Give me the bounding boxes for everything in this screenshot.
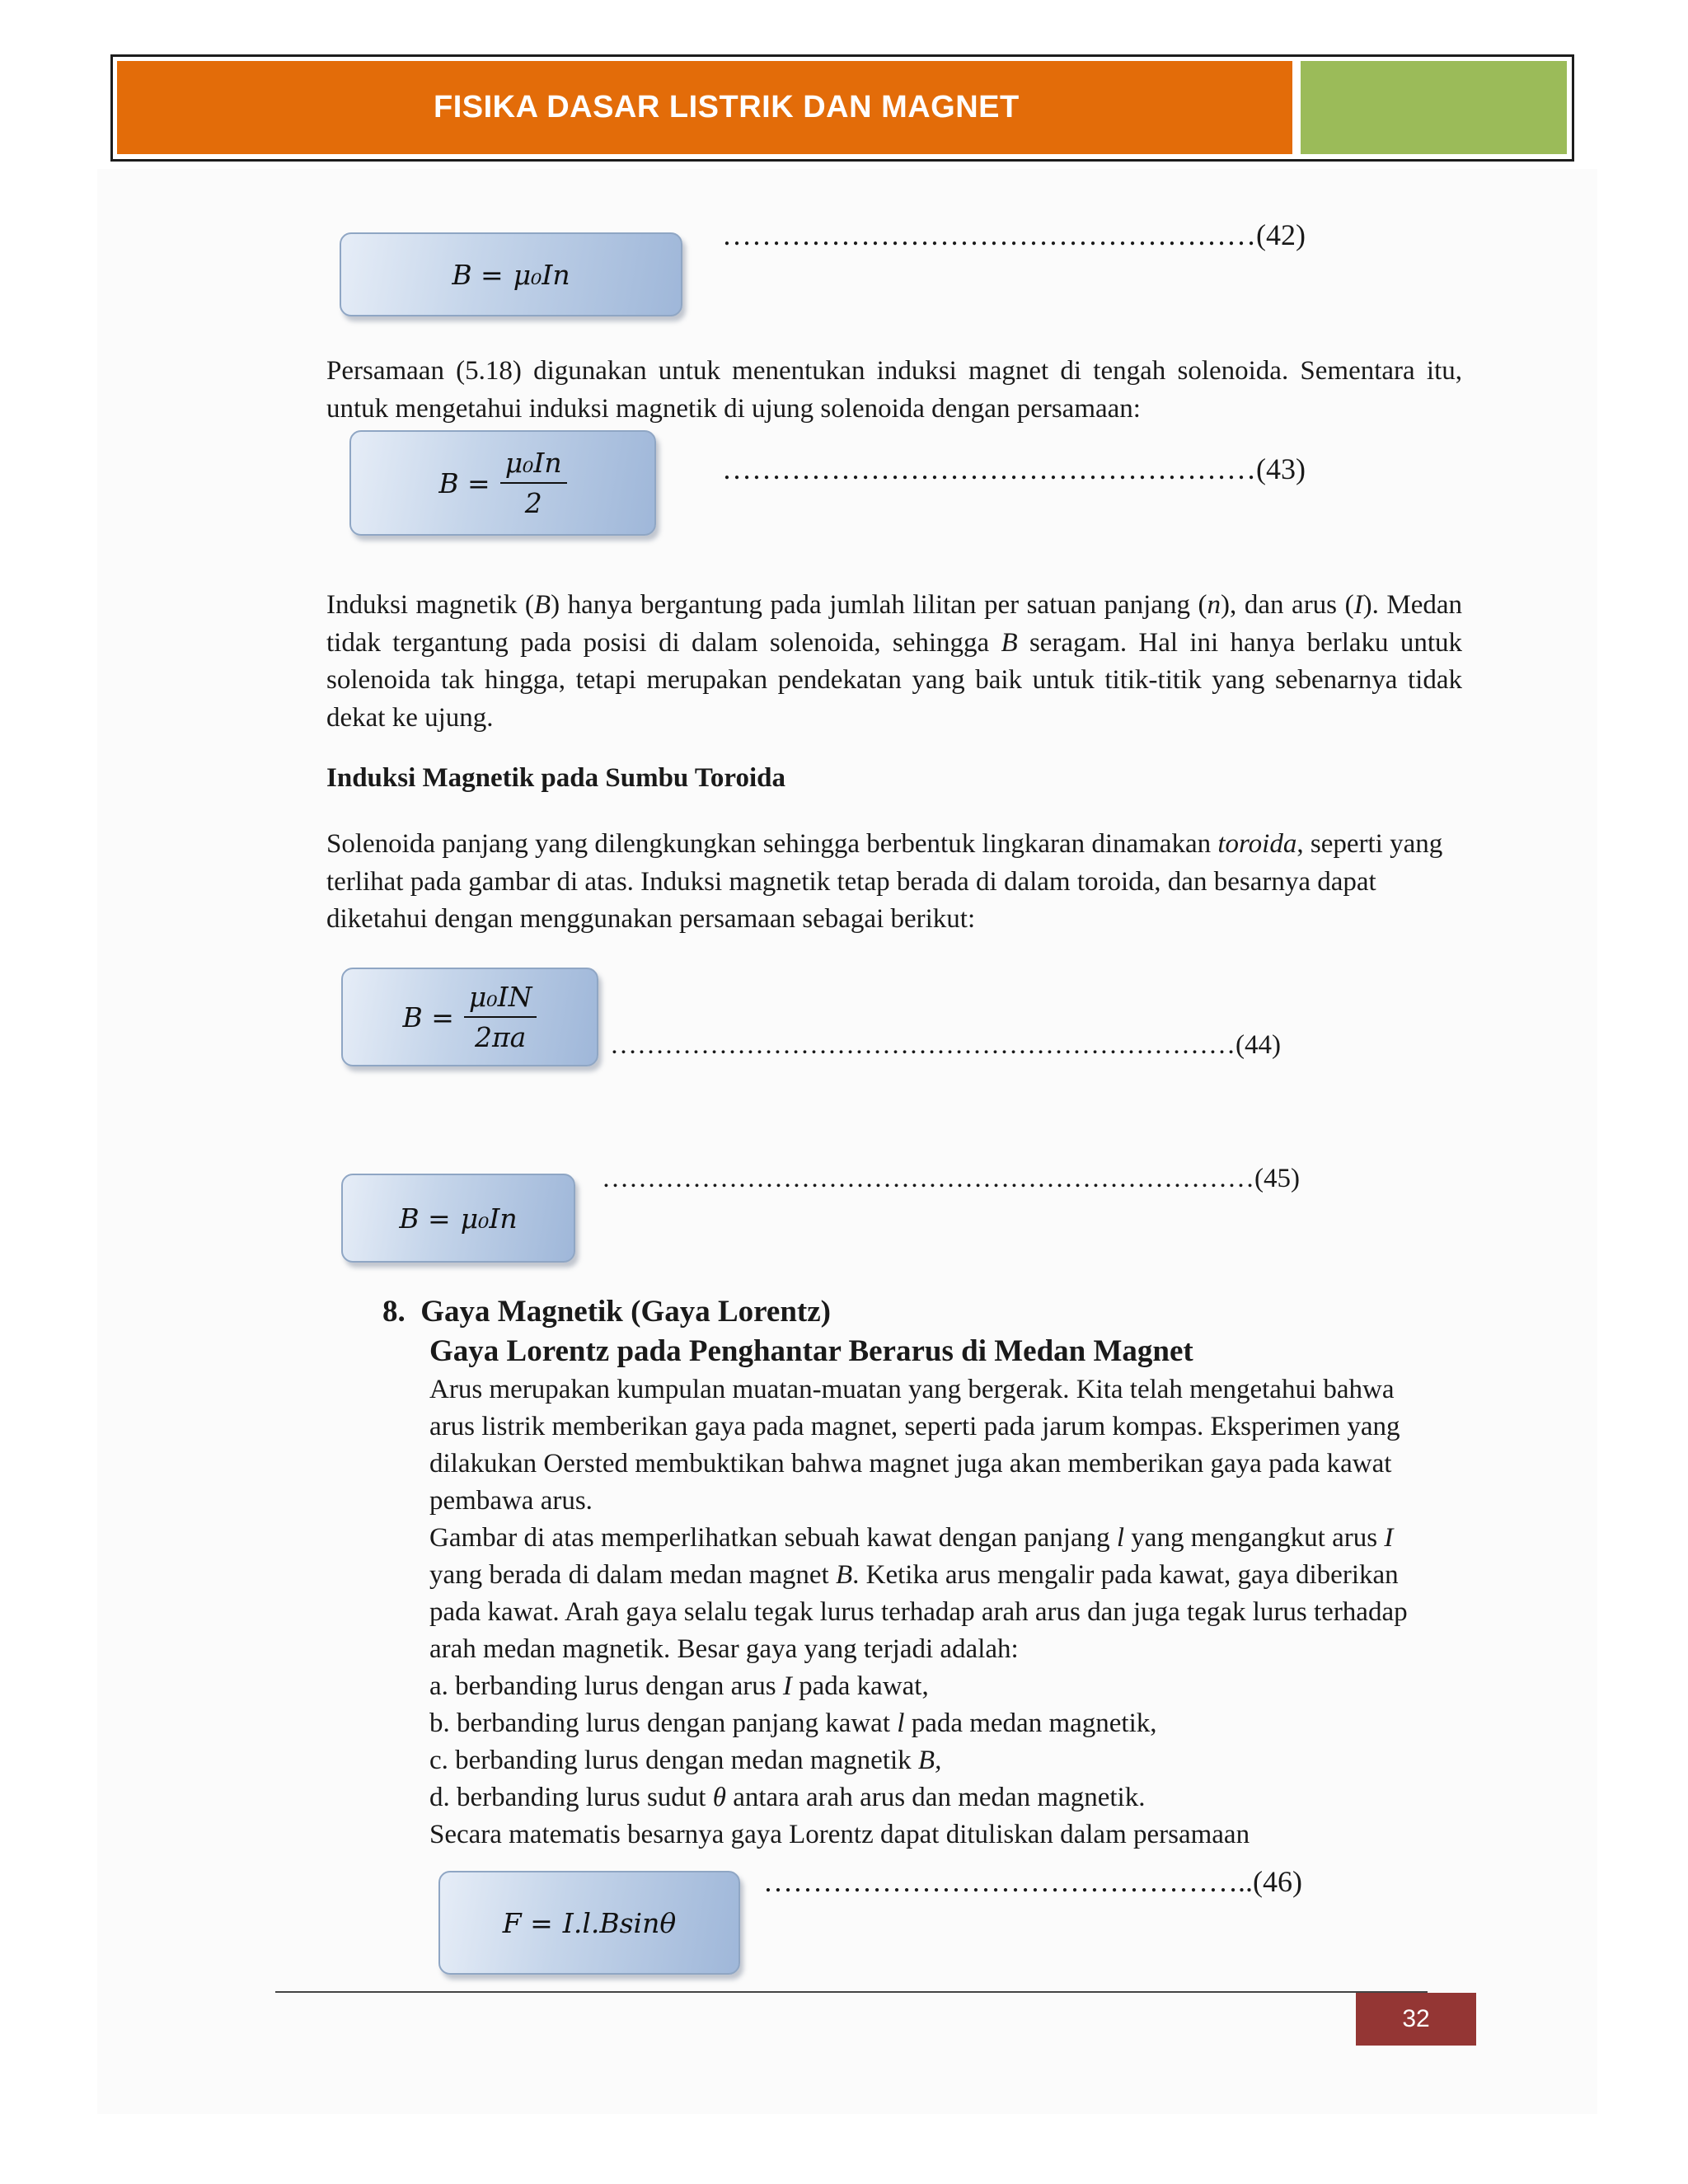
header-bar xyxy=(117,61,1292,154)
equation-box-46 xyxy=(438,1871,740,1975)
text-line: arus listrik memberikan gaya pada magnet, seperti pada jarum kompas. Eksperimen yang xyxy=(429,1412,1400,1441)
equation-46: F = I.l.Bsinθ xyxy=(502,1906,677,1939)
equation-ref-45: ………………………………………………………………(45) xyxy=(602,1164,1300,1193)
footer-rule xyxy=(275,1991,1428,1993)
paragraph-toroid: Solenoida panjang yang dilengkungkan sehingga berbentuk lingkaran dinamakan toroida, seperti yang terlihat pada gambar di atas. Induksi magnetik tetap berada di dalam toroida, dan besarnya dapat diketahui dengan menggunakan persamaan sebagai berikut: xyxy=(326,829,1443,934)
text-line: dilakukan Oersted membuktikan bahwa magnet juga akan memberikan gaya pada kawat xyxy=(429,1449,1392,1479)
paragraph-solenoid-end: Persamaan (5.18) digunakan untuk menentukan induksi magnet di tengah solenoida. Sementara itu, untuk mengetahui induksi magnetik di ujung solenoida dengan persamaan: xyxy=(326,356,1462,424)
header-title: FISIKA DASAR LISTRIK DAN MAGNET xyxy=(434,90,1020,124)
equation-ref-46: …………………………………………..(46) xyxy=(763,1865,1302,1898)
header-accent-block xyxy=(1301,61,1567,154)
text-line: arah medan magnetik. Besar gaya yang terjadi adalah: xyxy=(429,1634,1019,1664)
text-line: pada kawat. Arah gaya selalu tegak lurus terhadap arah arus dan juga tegak lurus terhadap xyxy=(429,1597,1408,1627)
list-item: c. berbanding lurus dengan medan magnetik B, xyxy=(429,1746,942,1775)
equation-ref-43: ………………………………………………(43) xyxy=(722,452,1306,485)
equation-box-42 xyxy=(340,232,682,316)
text-line: pembawa arus. xyxy=(429,1486,593,1516)
equation-ref-44: ……………………………………………………………(44) xyxy=(610,1030,1281,1060)
text-line: Arus merupakan kumpulan muatan-muatan yang bergerak. Kita telah mengetahui bahwa xyxy=(429,1375,1395,1404)
section-heading: 8. Gaya Magnetik (Gaya Lorentz) xyxy=(382,1295,831,1329)
equation-box-44 xyxy=(341,968,598,1066)
section-subheading: Gaya Lorentz pada Penghantar Berarus di Medan Magnet xyxy=(429,1334,1193,1368)
page-number-box xyxy=(1356,1993,1476,2046)
text-line: Gambar di atas memperlihatkan sebuah kawat dengan panjang l yang mengangkut arus I xyxy=(429,1523,1394,1553)
equation-43: B = $\frac{\text{μ₀In}}{2}$ xyxy=(438,447,566,519)
equation-45: B = μ₀In xyxy=(399,1202,518,1235)
equation-44: B = $\frac{\text{μ₀IN}}{2\pi a}$ xyxy=(403,981,537,1053)
equation-ref-42: ………………………………………………(42) xyxy=(722,218,1306,251)
list-item: a. berbanding lurus dengan arus I pada kawat, xyxy=(429,1671,929,1701)
list-item: b. berbanding lurus dengan panjang kawat l pada medan magnetik, xyxy=(429,1708,1157,1738)
equation-box-45 xyxy=(341,1174,575,1263)
page-number: 32 xyxy=(1402,2005,1430,2032)
subheading-toroid: Induksi Magnetik pada Sumbu Toroida xyxy=(326,763,785,793)
text-line: yang berada di dalam medan magnet B. Ketika arus mengalir pada kawat, gaya diberikan xyxy=(429,1560,1399,1590)
text-line: Secara matematis besarnya gaya Lorentz dapat dituliskan dalam persamaan xyxy=(429,1820,1250,1849)
equation-42: B = μ₀In xyxy=(452,258,570,291)
equation-box-43 xyxy=(349,430,656,536)
list-item: d. berbanding lurus sudut θ antara arah arus dan medan magnetik. xyxy=(429,1783,1146,1812)
paragraph-magnetic-induction: Induksi magnetik (B) hanya bergantung pada jumlah lilitan per satuan panjang (n), dan arus (I). Medan tidak tergantung pada posisi di dalam solenoida, sehingga B seragam. Hal ini hanya berlaku untuk solenoida tak hingga, tetapi merupakan pendekatan yang baik untuk titik-titik yang sebenarnya tidak dekat ke ujung. xyxy=(326,590,1463,733)
